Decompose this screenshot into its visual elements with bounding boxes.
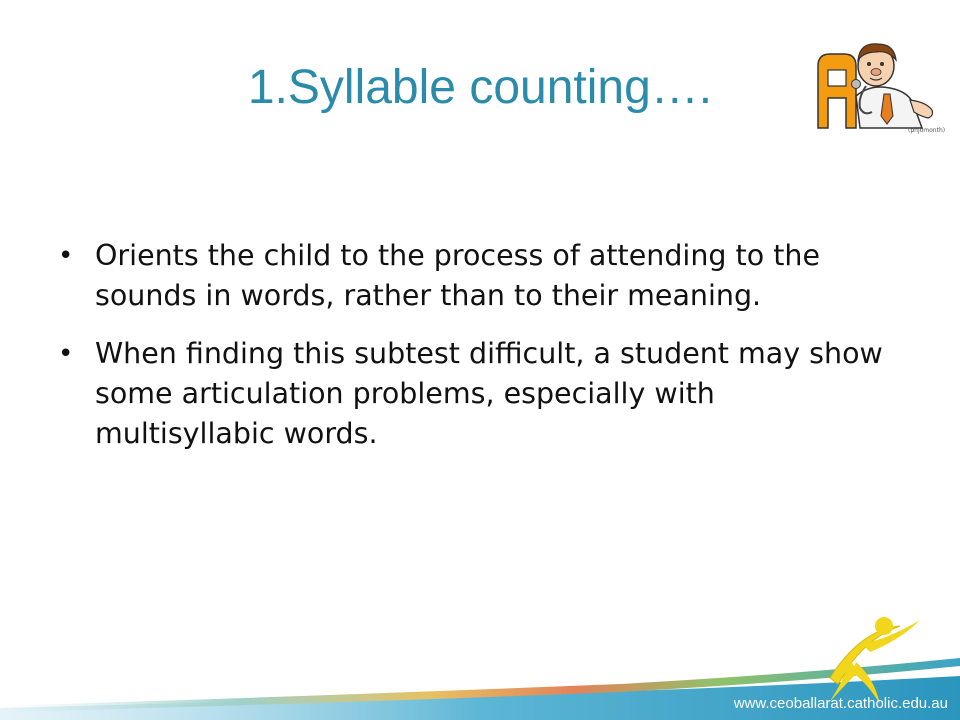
bullet-text: When finding this subtest difficult, a student may show some articulation problems, especially with multisyllabic words.	[95, 337, 883, 450]
slide-title: 1.Syllable counting….	[247, 61, 713, 114]
bullet-list	[58, 236, 888, 472]
clipart-caption: (phjomonth)	[908, 127, 946, 134]
letter-a-icon	[818, 54, 856, 128]
bullet-item	[58, 334, 888, 454]
footer-url[interactable]: www.ceoballarat.catholic.edu.au	[733, 695, 948, 712]
bullet-item	[58, 236, 888, 316]
bullet-icon: •	[58, 241, 74, 271]
bullet-icon: •	[58, 339, 74, 369]
bullet-text: Orients the child to the process of attending to the sounds in words, rather than to their meaning.	[95, 239, 820, 312]
doctor-clipart-icon	[810, 36, 940, 138]
